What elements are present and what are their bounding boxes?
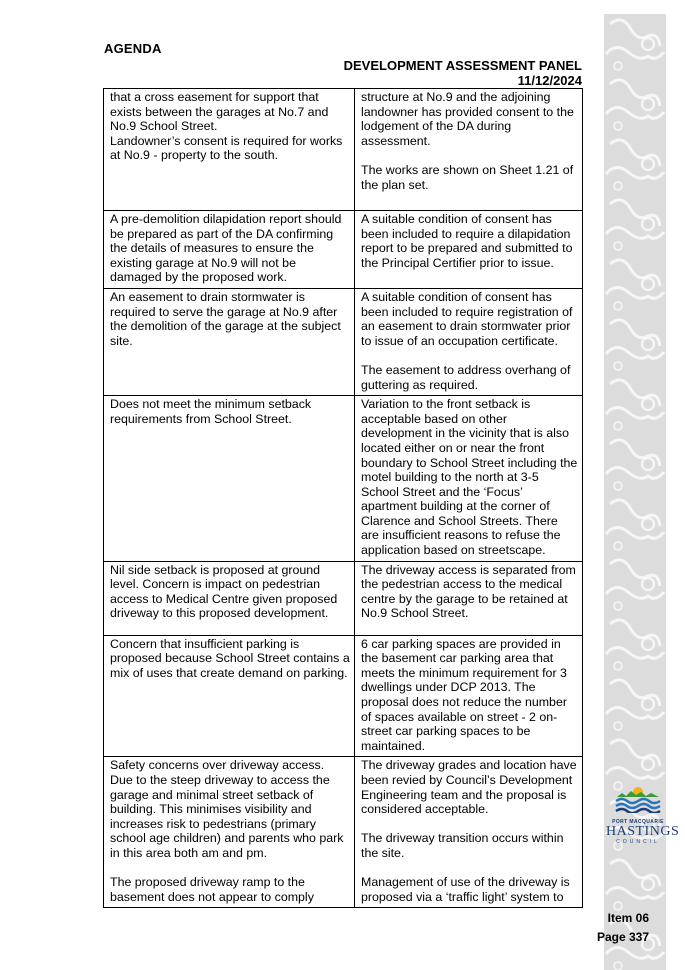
logo-line-council: COUNCIL: [616, 839, 660, 845]
cell-paragraph: A suitable condition of consent has been included to require a dilapidation report to be prepared and submitted to the Principal Certifier prior to issue.: [361, 212, 573, 270]
response-cell: [355, 288, 583, 395]
table-body: [104, 89, 583, 908]
table-row: [104, 89, 583, 211]
submission-cell: [104, 288, 355, 395]
cell-paragraph: that a cross easement for support that exists between the garages at No.7 and No.9 School Street. Landowner’s consent is required for works at No.9 - property to the south.: [110, 90, 343, 163]
panel-title: DEVELOPMENT ASSESSMENT PANEL: [343, 58, 582, 73]
meeting-date: 11/12/2024: [517, 73, 582, 88]
response-cell: [355, 561, 583, 635]
submissions-table: [103, 88, 583, 908]
submission-cell: [104, 89, 355, 211]
cell-paragraph: Nil side setback is proposed at ground level. Concern is impact on pedestrian access to Medical Centre given proposed driveway to this proposed development.: [110, 562, 338, 621]
cell-paragraph: A pre-demolition dilapidation report should be prepared as part of the DA confirming the details of measures to ensure the existing garage at No.9 will not be damaged by the proposed work.: [110, 212, 342, 285]
table-row: [104, 288, 583, 395]
submission-cell: [104, 396, 355, 562]
page-number: Page 337: [596, 930, 649, 944]
response-cell: [355, 211, 583, 289]
cell-paragraph: An easement to drain stormwater is required to serve the garage at No.9 after the demolition of the garage at the subject site.: [110, 289, 341, 348]
table-row: [104, 561, 583, 635]
document-header: [344, 58, 582, 88]
table-row: [104, 396, 583, 562]
submission-cell: [104, 561, 355, 635]
cell-paragraph: A suitable condition of consent has been included to require registration of an easement to drain stormwater prior to issue of an occupation certificate.: [361, 289, 573, 348]
cell-paragraph: The easement to address overhang of guttering as required.: [361, 362, 571, 392]
submission-cell: [104, 211, 355, 289]
item-number: Item 06: [607, 911, 649, 925]
cell-paragraph: Variation to the front setback is acceptable based on other development in the vicinity that is also located either on or near the front boundary to School Street including the motel building to the north at 3-5 School Street and the ‘Focus’ apartment building at the corner of Clarence and School Streets. There are insufficient reasons to refuse the application based on streetscape.: [361, 397, 578, 558]
cell-paragraph: The driveway access is separated from the pedestrian access to the medical centre by the garage to be retained at No.9 School Street.: [361, 562, 576, 621]
cell-paragraph: The driveway transition occurs within the site.: [361, 831, 564, 860]
council-logo: [606, 783, 680, 845]
logo-line-hastings: HASTINGS: [606, 824, 680, 839]
logo-line-port-macquarie: PORT MACQUARIE: [612, 819, 664, 825]
table-row: [104, 635, 583, 757]
table-row: [104, 211, 583, 289]
cell-paragraph: Management of use of the driveway is proposed via a ‘traffic light’ system to: [361, 875, 570, 904]
submission-cell: [104, 757, 355, 908]
cell-paragraph: Does not meet the minimum setback requirements from School Street.: [110, 397, 312, 426]
cell-paragraph: 6 car parking spaces are provided in the basement car parking area that meets the minimum requirement for 3 dwellings under DCP 2013. The proposal does not reduce the number of spaces available on street - 2 on-street car parking spaces to be maintained.: [361, 636, 567, 753]
response-cell: [355, 396, 583, 562]
agenda-label: AGENDA: [104, 41, 162, 56]
cell-paragraph: structure at No.9 and the adjoining landowner has provided consent to the lodgement of the DA during assessment.: [361, 90, 574, 148]
cell-paragraph: The driveway grades and location have been revied by Council’s Development Engineering team and the proposal is considered acceptable.: [361, 758, 577, 817]
table-row: [104, 757, 583, 908]
cell-paragraph: Safety concerns over driveway access. Due to the steep driveway to access the garage and minimal street setback of building. This minimises visibility and increases risk to pedestrians (primary school age children) and parents who park in this area both am and pm.: [110, 758, 344, 860]
cell-paragraph: The proposed driveway ramp to the basement does not appear to comply: [110, 875, 314, 904]
response-cell: [355, 635, 583, 757]
response-cell: [355, 89, 583, 211]
council-logo-icon: [613, 783, 663, 813]
cell-paragraph: The works are shown on Sheet 1.21 of the plan set.: [361, 162, 574, 192]
submission-cell: [104, 635, 355, 757]
response-cell: [355, 757, 583, 908]
cell-paragraph: Concern that insufficient parking is proposed because School Street contains a mix of uses that create demand on parking.: [110, 636, 350, 680]
